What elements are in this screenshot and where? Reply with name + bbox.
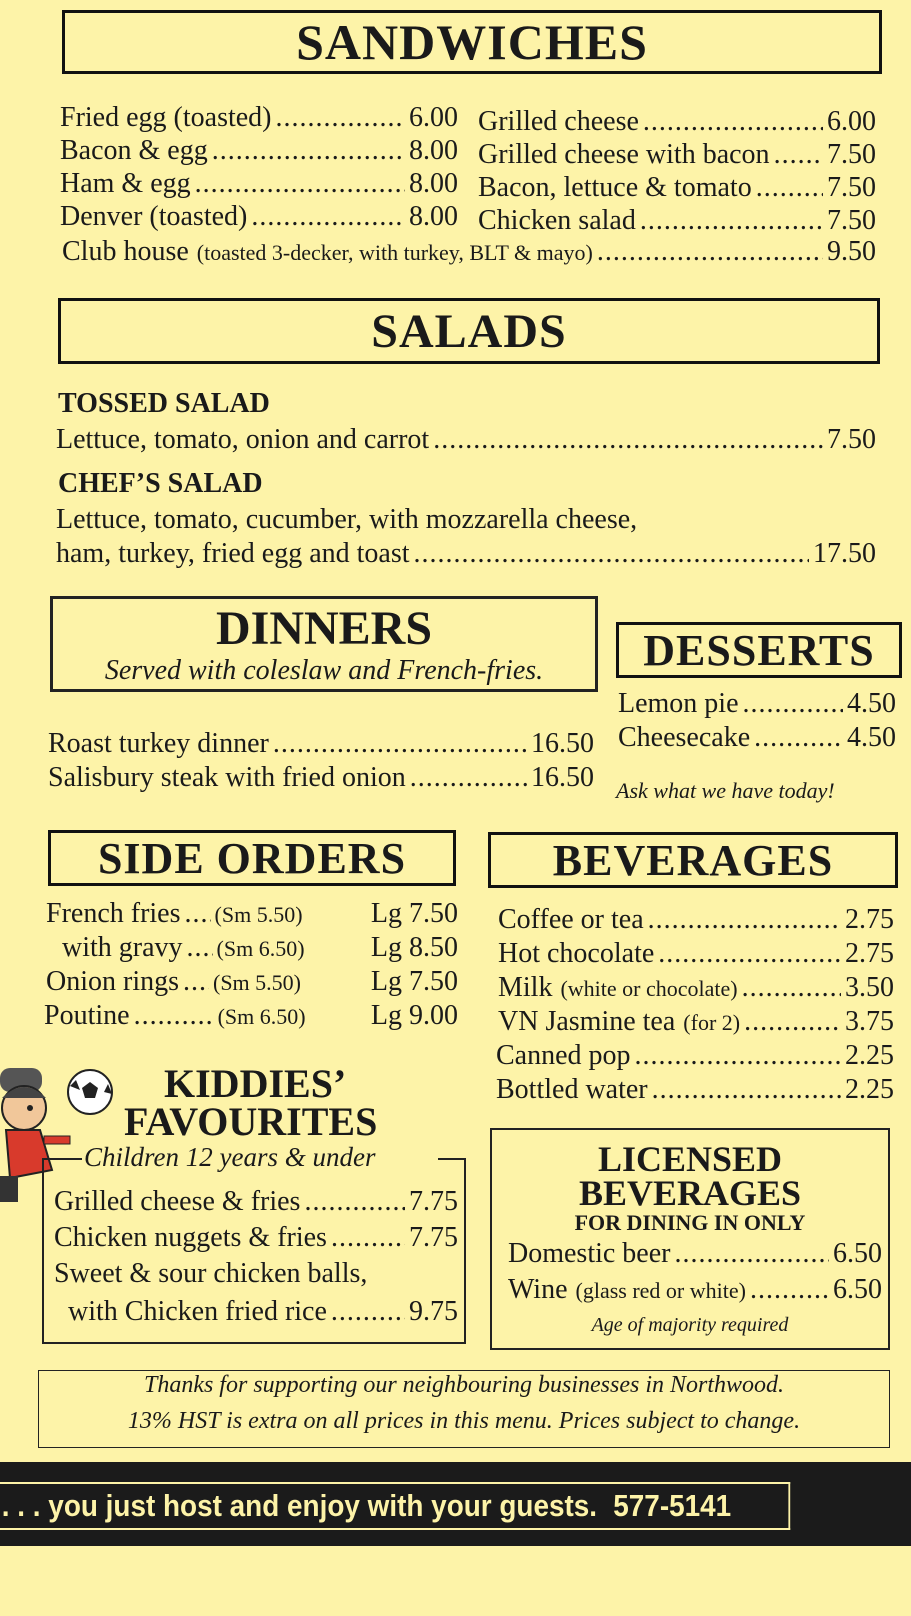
kiddies-subtitle: Children 12 years & under bbox=[84, 1142, 376, 1172]
tossed-salad-desc: Lettuce, tomato, onion and carrot ..... 7.50 bbox=[56, 424, 876, 456]
kids-menu-item: with Chicken fried rice ..... 9.75 bbox=[68, 1296, 458, 1328]
kiddies-title: KIDDIES’ bbox=[164, 1061, 347, 1106]
side-order-item: Onion rings ..... (Sm 5.50) Lg 7.50 bbox=[46, 966, 458, 998]
menu-item: Denver (toasted) ..... 8.00 bbox=[60, 201, 458, 233]
kids-menu-item: Chicken nuggets & fries ..... 7.75 bbox=[54, 1222, 458, 1254]
menu-item: VN Jasmine tea (for 2) ..... 3.75 bbox=[498, 1006, 894, 1038]
beverages-header bbox=[488, 832, 898, 888]
sandwiches-title: SANDWICHES bbox=[296, 14, 648, 70]
side-order-item: with gravy ..... (Sm 6.50) Lg 8.50 bbox=[62, 932, 458, 964]
chefs-salad-desc: Lettuce, tomato, cucumber, with mozzarella cheese, bbox=[56, 504, 638, 535]
menu-item: Roast turkey dinner ..... 16.50 bbox=[48, 728, 594, 760]
phone-number: 577-5141 bbox=[613, 1488, 732, 1523]
footer-line: Thanks for supporting our neighbouring businesses in Northwood. bbox=[143, 1372, 785, 1398]
banner-text-box bbox=[0, 1482, 790, 1530]
menu-item: Bacon & egg ..... 8.00 bbox=[60, 135, 458, 167]
menu-item: Bottled water ..... 2.25 bbox=[496, 1074, 894, 1106]
menu-item: Milk (white or chocolate) ..... 3.50 bbox=[498, 972, 894, 1004]
dinners-subtitle: Served with coleslaw and French-fries. bbox=[104, 655, 544, 686]
banner-text: . . . you just host and enjoy with your guests. bbox=[1, 1488, 598, 1523]
licensed-title: BEVERAGES bbox=[578, 1173, 802, 1213]
side-order-item: French fries ..... (Sm 5.50) Lg 7.50 bbox=[46, 898, 458, 930]
menu-item: Grilled cheese ..... 6.00 bbox=[478, 106, 876, 138]
licensed-subtitle: FOR DINING IN ONLY bbox=[574, 1210, 806, 1235]
menu-item: Salisbury steak with fried onion ..... 16.50 bbox=[48, 762, 594, 794]
kiddies-title: FAVOURITES bbox=[124, 1099, 378, 1144]
licensed-title: LICENSED bbox=[597, 1139, 783, 1179]
tossed-salad-name: TOSSED SALAD bbox=[58, 388, 270, 419]
desserts-header bbox=[616, 622, 902, 678]
menu-item: Canned pop ..... 2.25 bbox=[496, 1040, 894, 1072]
menu-item: Wine (glass red or white) ..... 6.50 bbox=[508, 1274, 882, 1306]
desserts-title: DESSERTS bbox=[643, 625, 875, 675]
beverages-title: BEVERAGES bbox=[552, 835, 834, 885]
side-orders-header bbox=[48, 830, 456, 886]
menu-item: Grilled cheese with bacon ..... 7.50 bbox=[478, 139, 876, 171]
menu-item: Lemon pie ..... 4.50 bbox=[618, 688, 896, 720]
salads-title: SALADS bbox=[371, 304, 567, 358]
footer-line: 13% HST is extra on all prices in this menu. Prices subject to change. bbox=[127, 1408, 801, 1434]
menu-item: Coffee or tea ..... 2.75 bbox=[498, 904, 894, 936]
menu-item: Domestic beer ..... 6.50 bbox=[508, 1238, 882, 1270]
dinners-title: DINNERS bbox=[215, 602, 433, 655]
chefs-salad-desc: ham, turkey, fried egg and toast ..... 17.50 bbox=[56, 538, 876, 570]
menu-item: Hot chocolate ..... 2.75 bbox=[498, 938, 894, 970]
menu-item-club-house: Club house (toasted 3-decker, with turkey, BLT & mayo) ..... 9.50 bbox=[62, 236, 876, 268]
kids-menu-item: Sweet & sour chicken balls, bbox=[54, 1258, 368, 1289]
licensed-note: Age of majority required bbox=[591, 1314, 789, 1336]
chefs-salad-name: CHEF’S SALAD bbox=[58, 468, 263, 499]
salads-header bbox=[58, 298, 880, 364]
menu-item: Fried egg (toasted) ..... 6.00 bbox=[60, 102, 458, 134]
menu-item: Chicken salad ..... 7.50 bbox=[478, 205, 876, 237]
menu-item: Cheesecake ..... 4.50 bbox=[618, 722, 896, 754]
kids-menu-item: Grilled cheese & fries ..... 7.75 bbox=[54, 1186, 458, 1218]
desserts-note: Ask what we have today! bbox=[616, 778, 835, 803]
menu-item: Ham & egg ..... 8.00 bbox=[60, 168, 458, 200]
side-order-item: Poutine ..... (Sm 6.50) Lg 9.00 bbox=[44, 1000, 458, 1032]
sandwiches-header bbox=[62, 10, 882, 74]
dinners-header bbox=[50, 596, 598, 692]
menu-item: Bacon, lettuce & tomato ..... 7.50 bbox=[478, 172, 876, 204]
side-orders-title: SIDE ORDERS bbox=[97, 833, 407, 883]
